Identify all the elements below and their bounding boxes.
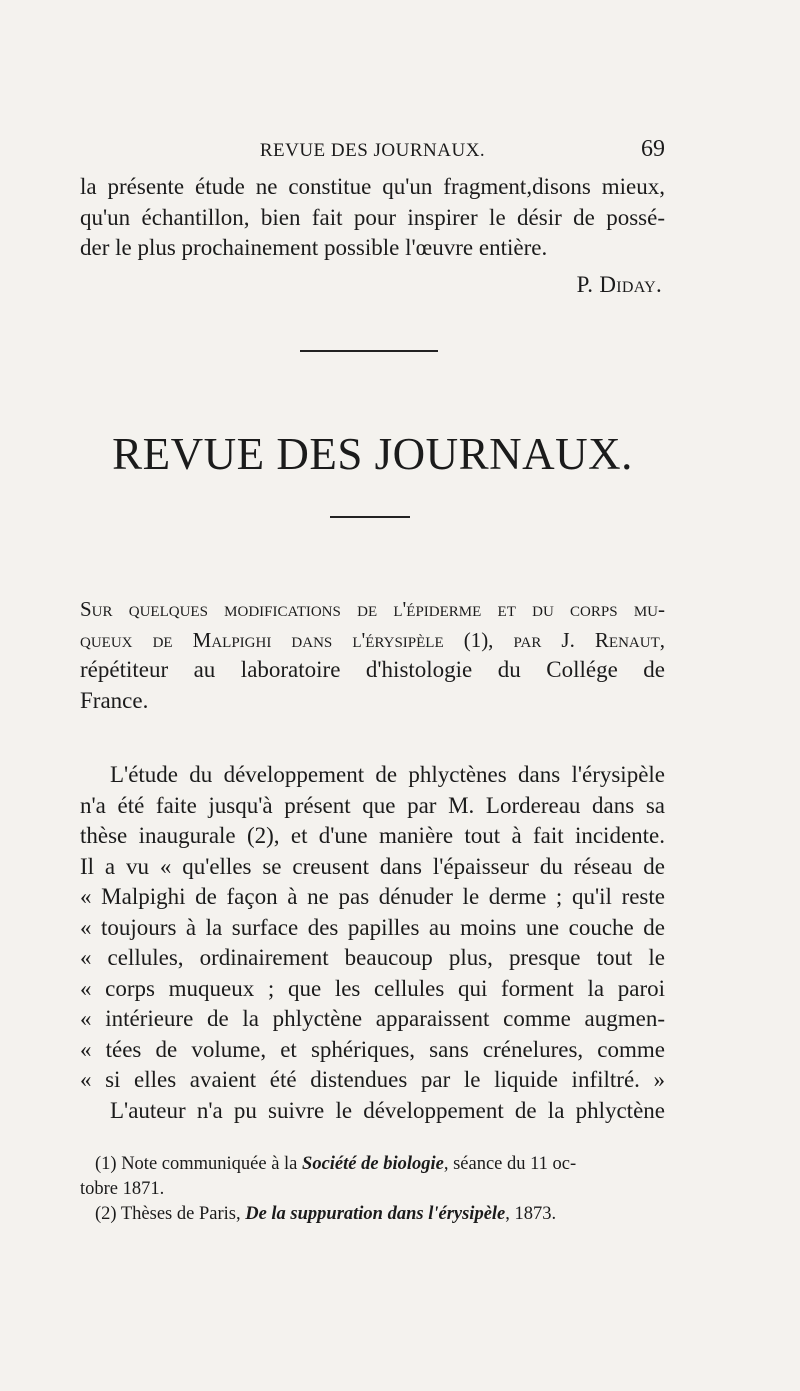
body-line: L'étude du développement de phlyctènes dans l'érysipèle	[110, 762, 665, 787]
body-line: thèse inaugurale (2), et d'une manière tout à fait incidente.	[80, 823, 665, 848]
article-body	[80, 760, 665, 1126]
article-heading-line: répétiteur au laboratoire d'histologie du Collége de	[80, 657, 665, 682]
continuation-paragraph	[80, 172, 665, 264]
divider-rule-short	[330, 516, 410, 518]
running-head-title: REVUE DES JOURNAUX.	[259, 140, 486, 161]
author-signature: P. Diday.	[576, 272, 662, 297]
continuation-line: der le plus prochainement possible l'œuvre entière.	[80, 235, 548, 260]
body-line: « si elles avaient été distendues par le liquide infiltré. »	[80, 1067, 665, 1092]
body-line: L'auteur n'a pu suivre le développement de la phlyctène	[110, 1097, 665, 1123]
page-number: 69	[641, 136, 665, 162]
article-heading	[80, 594, 665, 716]
article-heading-line: France.	[80, 687, 149, 713]
body-line: « corps muqueux ; que les cellules qui forment la paroi	[80, 975, 665, 1001]
article-heading-line: Sur quelques modifications de l'épiderme et du corps mu-	[80, 597, 665, 621]
body-line: « cellules, ordinairement beaucoup plus, presque tout le	[80, 945, 665, 970]
running-head	[80, 136, 665, 166]
body-line: « intérieure de la phlyctène apparaissent comme augmen-	[80, 1006, 665, 1031]
body-line: « toujours à la surface des papilles au moins une couche de	[80, 914, 665, 940]
body-line: Il a vu « qu'elles se creusent dans l'épaisseur du réseau de	[80, 853, 665, 879]
divider-rule	[300, 350, 438, 352]
continuation-line: qu'un échantillon, bien fait pour inspirer le désir de possé-	[80, 204, 665, 230]
body-line: « tées de volume, et sphériques, sans crénelures, comme	[80, 1036, 665, 1062]
footnote-1-continuation: tobre 1871.	[80, 1179, 165, 1199]
footnote-1: (1) Note communiquée à la Société de biologie, séance du 11 oc-	[95, 1154, 577, 1174]
body-line: n'a été faite jusqu'à présent que par M. Lordereau dans sa	[80, 792, 665, 818]
article-heading-line: queux de Malpighi dans l'érysipèle (1), par J. Renaut,	[80, 627, 665, 652]
footnotes	[80, 1152, 665, 1227]
body-line: « Malpighi de façon à ne pas dénuder le derme ; qu'il reste	[80, 884, 665, 909]
footnote-2: (2) Thèses de Paris, De la suppuration dans l'érysipèle, 1873.	[95, 1204, 557, 1224]
section-title: REVUE DES JOURNAUX.	[112, 429, 633, 479]
continuation-line: la présente étude ne constitue qu'un fragment,disons mieux,	[80, 174, 665, 199]
